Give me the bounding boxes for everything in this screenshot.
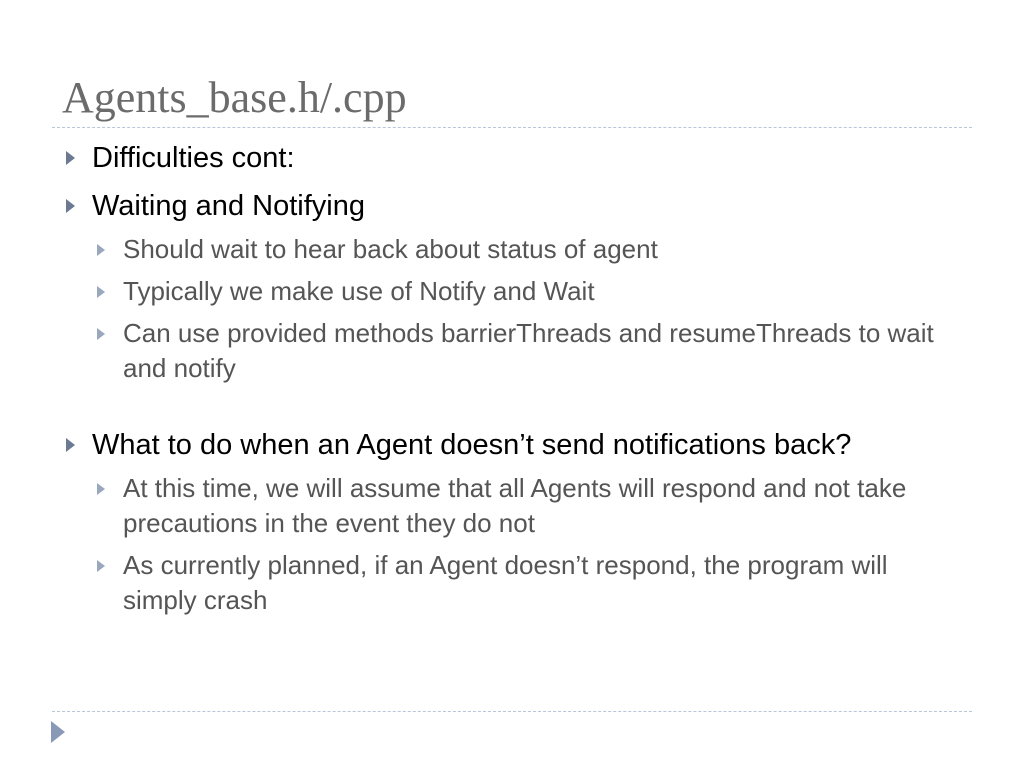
slide-title: Agents_base.h/.cpp <box>62 73 407 122</box>
bullet-item <box>0 427 1024 463</box>
next-slide-arrow-icon[interactable] <box>51 721 65 743</box>
bullet-item <box>0 140 1024 176</box>
sub-bullet-text: Can use provided methods barrierThreads and resumeThreads to wait and notify <box>123 318 934 383</box>
sub-bullet-item <box>0 274 1024 309</box>
sub-bullet-text: At this time, we will assume that all Agents will respond and not take precautions in the event they do not <box>123 473 907 538</box>
sub-bullet-arrow-icon <box>97 244 105 256</box>
sub-bullet-item <box>0 232 1024 267</box>
bullet-arrow-icon <box>66 151 75 165</box>
sub-bullet-arrow-icon <box>97 560 105 572</box>
bullet-text: What to do when an Agent doesn’t send notifications back? <box>92 429 852 461</box>
sub-bullet-item <box>0 316 1024 386</box>
sub-bullet-text: Should wait to hear back about status of agent <box>123 234 658 264</box>
bullet-text: Waiting and Notifying <box>92 190 365 222</box>
sub-bullet-arrow-icon <box>97 328 105 340</box>
bullet-arrow-icon <box>66 199 75 213</box>
sub-bullet-arrow-icon <box>97 483 105 495</box>
sub-bullet-arrow-icon <box>97 286 105 298</box>
bullet-item <box>0 188 1024 224</box>
sub-bullet-item <box>0 548 1024 618</box>
bullet-arrow-icon <box>66 438 75 452</box>
title-divider <box>52 127 972 128</box>
sub-bullet-text: Typically we make use of Notify and Wait <box>123 276 595 306</box>
sub-bullet-text: As currently planned, if an Agent doesn’t respond, the program will simply crash <box>123 550 888 615</box>
bullet-text: Difficulties cont: <box>92 142 295 174</box>
bullet-list <box>0 140 1024 618</box>
footer-divider <box>52 711 972 712</box>
sub-bullet-item <box>0 471 1024 541</box>
